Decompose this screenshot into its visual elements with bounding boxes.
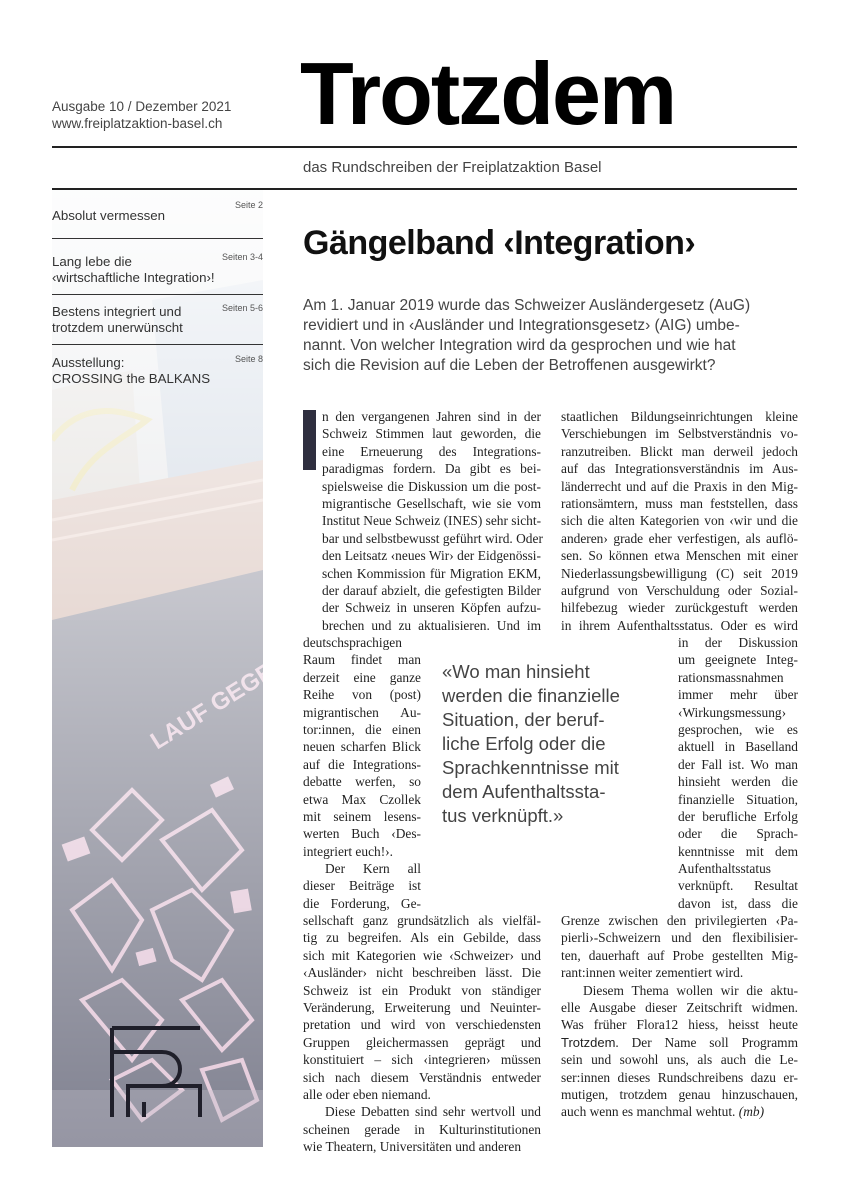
author-signature: (mb)	[738, 1104, 765, 1120]
text-line: Schweiz Stimmen laut geworden, die	[322, 426, 541, 442]
text-line: Raum findet man	[303, 652, 421, 668]
text-line: elle Ausgabe dieser Zeitschrift widmen.	[561, 999, 798, 1015]
text-line: sellschaft ganz grundsätzlich als vielfäl-	[303, 913, 541, 928]
text-line: der berufliche Erfolg	[678, 808, 798, 824]
text-line: scheinen gerade in Kulturinstitutionen	[303, 1121, 541, 1137]
lead-line: Am 1. Januar 2019 wurde das Schweizer Ausländergesetz (AuG)	[303, 297, 751, 314]
text-line: wie Theatern, Universitäten und anderen	[303, 1139, 522, 1155]
text-line: Verschiebungen im Selbstverständnis vo-	[561, 426, 798, 442]
text-line: dieser Beiträge ist	[303, 878, 421, 894]
pull-quote-line: werden die finanzielle	[442, 685, 620, 706]
toc-page-number: Seiten 3-4	[221, 252, 263, 262]
masthead-title: Trotzdem	[300, 44, 676, 143]
text-line: Niederlassungsbewilligung (C) seit 2019	[561, 565, 798, 581]
text-line: Schweiz ist ein Produkt von ständiger	[303, 982, 541, 998]
toc-item-bestens-integriert[interactable]	[52, 300, 263, 344]
drop-cap-initial	[303, 410, 316, 470]
text-line: migrantischen Au-	[303, 704, 421, 720]
toc-title: trotzdem unerwünscht	[52, 320, 183, 335]
text-line: den Leitsatz ‹neues Wir› der Eidgenössi-	[322, 548, 541, 564]
text-line: in der Diskussion	[678, 635, 798, 650]
text-line: Der Kern all	[325, 861, 421, 877]
article-column-2-top	[561, 408, 798, 634]
article-column-2-narrow	[678, 634, 798, 912]
text-line: der Fall ist. Wo man	[678, 756, 798, 772]
text-line: schen Kommission für Migration EKM,	[322, 565, 541, 581]
lead-line: sich die Revision auf die Leben der Betroffenen ausgewirkt?	[303, 357, 716, 374]
text-line: auf die Integrations-	[303, 756, 421, 772]
text-line: ten, dauerhaft auf Probe gestellten Mig-	[561, 947, 798, 963]
pull-quote-line: Situation, der beruf-	[442, 709, 605, 730]
text-line: bar und selbstbewusst geführt wird. Oder	[322, 530, 543, 546]
text-line: Reihe von (post)	[303, 687, 421, 703]
text-line: der Schweiz in unseren Köpfen aufzu-	[322, 600, 541, 616]
toc-title: Bestens integriert und	[52, 304, 182, 319]
article-column-1-top	[322, 408, 541, 634]
text-line: pierli›-Schweizern und den flexibilisier-	[561, 930, 798, 946]
text-line: Institut Neue Schweiz (INES) sehr sicht-	[322, 513, 542, 529]
pull-quote-line: liche Erfolg oder die	[442, 733, 606, 754]
text-line: rationsämtern, muss man feststellen, dass	[561, 495, 798, 511]
text-line: spielsweise die Diskussion um die post-	[322, 478, 541, 494]
article-headline: Gängelband ‹Integration›	[303, 224, 696, 262]
text-line: anderen› grade eher verfestigen, als auflö-	[561, 530, 798, 546]
text-line: in ihrem Aufenthaltsstatus. Oder es wird	[561, 617, 798, 633]
text-line: pretation und wird von verschiedensten	[303, 1017, 541, 1033]
article-column-1-narrow	[303, 634, 421, 912]
text-line: die Forderung, Ge-	[303, 895, 421, 911]
text-line: tig zu begreifen. Als ein Gebilde, dass	[303, 930, 541, 946]
text-line: werten Buch ‹Des-	[303, 826, 421, 842]
text-line: hinsieht werden die	[678, 774, 798, 790]
text-line: migrantische Gesellschaft, wie sie vom	[322, 495, 541, 511]
text-line: etwa Max Czollek	[303, 791, 421, 807]
text-line: oder die Sprach-	[678, 826, 798, 842]
text-line: paradigmas fordern. Da gibt es bei-	[322, 461, 541, 477]
pull-quote-line: «Wo man hinsieht	[442, 661, 590, 682]
text-line: tor:innen, die einen	[303, 721, 421, 737]
toc-title: CROSSING the BALKANS	[52, 371, 211, 386]
text-line: finanzielle Situation,	[678, 791, 798, 807]
pull-quote-line: dem Aufenthaltssta-	[442, 781, 606, 802]
text-line: neuen scharfen Blick	[303, 739, 421, 755]
text-line: eine Erneuerung des Integrations-	[322, 443, 541, 459]
toc-item-ausstellung[interactable]	[52, 351, 263, 395]
text-line: alle oder eben niemand.	[303, 1086, 431, 1102]
article-lead	[303, 296, 798, 376]
toc-page-number: Seite 8	[234, 354, 263, 364]
toc-divider	[52, 344, 263, 345]
text-line: integriert euch!›.	[303, 843, 393, 859]
text-line: Was früher Flora12 hiess, heisst heute	[561, 1017, 798, 1033]
toc-item-absolut-vermessen[interactable]	[52, 197, 263, 237]
text-line: ranzutreiben. Blickt man derweil jedoch	[561, 443, 798, 459]
pull-quote	[442, 660, 667, 828]
text-line: n den vergangenen Jahren sind in der	[322, 409, 541, 424]
masthead-subtitle: das Rundschreiben der Freiplatzaktion Basel	[303, 159, 602, 176]
text-line: aktuell in Baselland	[678, 739, 798, 755]
text-line: Trotzdem. Der Name soll Programm	[561, 1034, 798, 1050]
text-line: sein und sowohl uns, als auch die Le-	[561, 1052, 798, 1068]
lead-line: revidiert und in ‹Ausländer und Integrationsgesetz› (AIG) umbe-	[303, 317, 740, 334]
toc-title: ‹wirtschaftliche Integration›!	[52, 270, 215, 285]
text-line: staatlichen Bildungseinrichtungen kleine	[561, 409, 798, 424]
issue-info	[52, 98, 231, 132]
website-url[interactable]: www.freiplatzaktion-basel.ch	[52, 116, 223, 131]
text-line: Veränderung, Erweiterung und Neuinter-	[303, 999, 541, 1015]
text-line: aufgrund von Verschuldung oder Sozial-	[561, 582, 798, 598]
pull-quote-line: Sprachkenntnisse mit	[442, 757, 619, 778]
text-line: ‹Ausländer› nicht beschreiben lässt. Die	[303, 965, 541, 981]
toc-title: Absolut vermessen	[52, 208, 166, 223]
text-line: sich mit Kategorien wie ‹Schweizer› und	[303, 947, 541, 963]
text-line: immer mehr über	[678, 687, 798, 703]
text-line: rationsmassnahmen	[678, 669, 784, 685]
text-line: gesprochen, wie es	[678, 721, 798, 737]
text-line: brechen und zu aktualisieren. Und im	[322, 617, 541, 633]
text-line: derzeit eine ganze	[303, 669, 421, 685]
text-line: Gruppen gleichermassen geprägt und	[303, 1034, 541, 1050]
text-line: mit seinem lesens-	[303, 808, 421, 824]
toc-item-wirtschaftliche-integration[interactable]	[52, 249, 263, 293]
toc-title: Lang lebe die	[52, 254, 132, 269]
text-line: der darauf abzielt, die gefestigten Bilder	[322, 582, 541, 598]
article-column-2-bottom	[561, 912, 798, 1121]
text-line: sich die alten Kategorien von ‹wir und die	[561, 513, 798, 529]
text-line: Diese Debatten sind sehr wertvoll und	[325, 1104, 541, 1120]
text-line: deutschsprachigen	[303, 635, 402, 650]
text-line: länderrecht und auf die Praxis in den Mig-	[561, 478, 798, 494]
text-line: auf das Integrationsverständnis im Aus-	[561, 461, 798, 477]
text-line: auch wenn es manchmal wehtut. (mb)	[561, 1104, 765, 1120]
text-line: rant:innen weiter zementiert wird.	[561, 965, 744, 981]
toc-divider	[52, 294, 263, 295]
pull-quote-line: tus verknüpft.»	[442, 805, 564, 826]
toc-divider	[52, 238, 263, 239]
text-line: sich nach diesem Verständnis entweder	[303, 1069, 541, 1085]
text-line: mutigen, trotzdem genau hinzuschauen,	[561, 1086, 798, 1102]
text-line: hilfebezug wieder zurückgestuft werden	[561, 600, 798, 616]
issue-number: Ausgabe 10 / Dezember 2021	[52, 99, 232, 114]
trotzdem-word: Trotzdem	[561, 1034, 616, 1050]
toc-title: Ausstellung:	[52, 355, 125, 370]
text-line: verknüpft. Resultat	[678, 878, 798, 894]
text-line: Grenze zwischen den privilegierten ‹Pa-	[561, 913, 798, 928]
article-column-1-bottom	[303, 912, 541, 1155]
lead-line: nannt. Von welcher Integration wird da gesprochen und wie hat	[303, 337, 736, 354]
toc-page-number: Seiten 5-6	[221, 303, 263, 313]
text-line: konstituiert – sich ‹integrieren› müssen	[303, 1052, 541, 1068]
text-line: kenntnisse mit dem	[678, 843, 798, 859]
text-line: Aufenthaltsstatus	[678, 861, 771, 877]
text-line: sen. So können etwa Menschen mit einer	[561, 548, 798, 564]
text-line: debatte werfen, so	[303, 774, 421, 790]
text-line: Diesem Thema wollen wir die aktu-	[583, 982, 798, 998]
toc-page-number: Seite 2	[234, 200, 263, 210]
text-line: um geeignete Integ-	[678, 652, 798, 668]
text-line: ‹Wirkungsmessung›	[678, 704, 787, 720]
text-line: ser:innen dieses Rundschreibens dazu er-	[561, 1069, 798, 1085]
sidebar	[52, 190, 263, 1147]
header-rule-top	[52, 146, 797, 148]
text-line: davon ist, dass die	[678, 895, 798, 911]
